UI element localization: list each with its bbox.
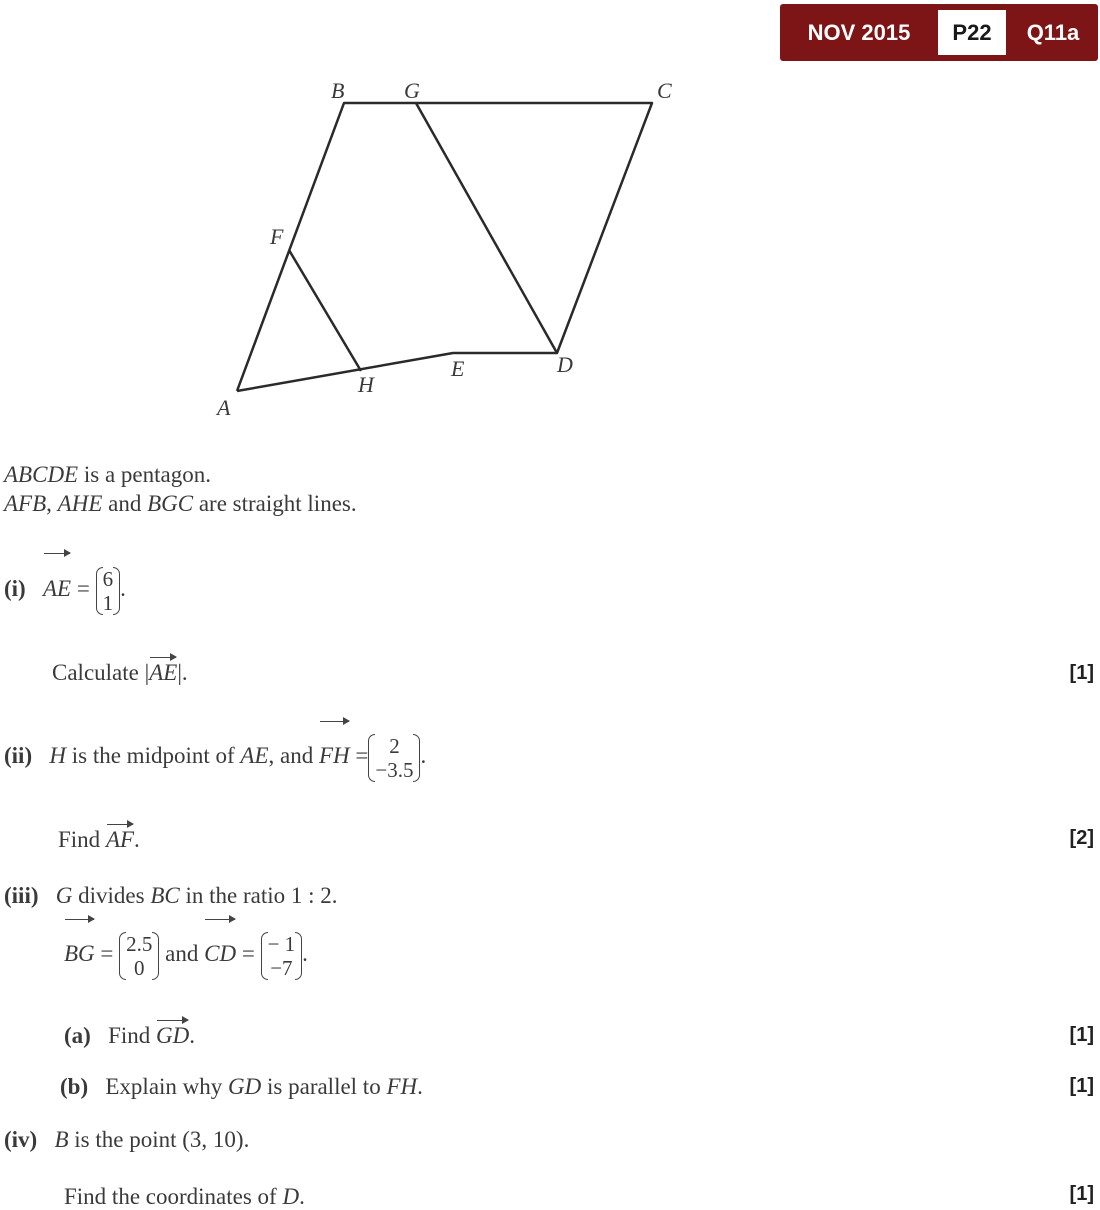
label-h: H xyxy=(358,372,374,397)
part-iv-given: (iv) B is the point (3, 10). xyxy=(4,1127,250,1152)
part-i-label: (i) xyxy=(4,576,26,601)
column-vector-bg: 2.5 0 xyxy=(119,932,159,980)
part-ii-question: Find AF. xyxy=(58,827,140,852)
part-iii-given: (iii) G divides BC in the ratio 1 : 2. xyxy=(4,883,338,908)
part-iii-vectors: BG = 2.5 0 and CD = − 1 −7 . xyxy=(64,922,308,986)
intro-line-1: ABCDE is a pentagon. xyxy=(4,462,211,487)
mark-part-iv: [1] xyxy=(1069,1183,1094,1205)
vector-bg: BG xyxy=(64,922,95,986)
part-iv-question: Find the coordinates of D. xyxy=(64,1184,305,1209)
question-badge xyxy=(780,4,1098,61)
vector-fh: FH xyxy=(319,724,350,788)
label-a: A xyxy=(217,395,231,420)
exam-session: NOV 2015 xyxy=(807,20,911,45)
part-i-given: (i) AE = 6 1 . xyxy=(4,556,126,622)
intro-line-2: AFB, AHE and BGC are straight lines. xyxy=(4,491,357,516)
mark-part-iii-a: [1] xyxy=(1069,1024,1094,1046)
pentagon-outline xyxy=(237,103,652,391)
label-e: E xyxy=(451,356,465,381)
mark-part-i: [1] xyxy=(1069,662,1094,684)
line-gd xyxy=(416,103,557,353)
part-iii-label: (iii) xyxy=(4,883,39,908)
paper-code: P22 xyxy=(938,10,1006,55)
line-fh xyxy=(289,250,361,371)
part-ii-label: (ii) xyxy=(4,743,33,768)
part-iii-b: (b) Explain why GD is parallel to FH. xyxy=(60,1074,423,1099)
part-ii-given: (ii) H is the midpoint of AE, and FH = 2 −3.5 . xyxy=(4,724,426,788)
part-iii-a: (a) Find GD. xyxy=(64,1023,195,1048)
label-f: F xyxy=(270,224,284,249)
vector-ae: AE xyxy=(43,556,71,622)
mark-part-ii: [2] xyxy=(1069,827,1094,849)
mark-part-iii-b: [1] xyxy=(1069,1075,1094,1097)
label-d: D xyxy=(557,352,573,377)
question-number: Q11a xyxy=(1026,20,1080,45)
column-vector-ae: 6 1 xyxy=(96,567,121,615)
label-g: G xyxy=(404,78,420,103)
column-vector-cd: − 1 −7 xyxy=(261,932,303,980)
label-c: C xyxy=(657,78,672,103)
part-iv-label: (iv) xyxy=(4,1127,38,1152)
label-b: B xyxy=(331,78,345,103)
part-i-question: Calculate |AE|. xyxy=(52,660,188,685)
column-vector-fh: 2 −3.5 xyxy=(368,734,420,782)
pentagon-diagram xyxy=(0,0,760,430)
vector-cd: CD xyxy=(204,922,236,986)
